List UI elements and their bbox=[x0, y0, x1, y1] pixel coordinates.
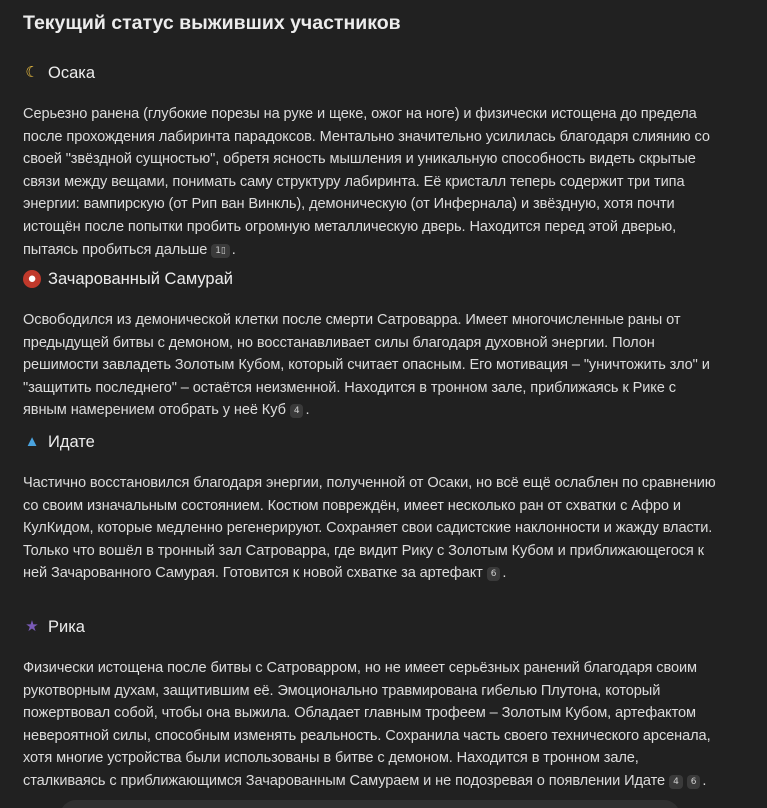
section-heading bbox=[23, 431, 723, 453]
whale-icon: ▲ bbox=[24, 433, 40, 450]
message-input-bar[interactable] bbox=[60, 800, 680, 808]
section-body: Серьезно ранена (глубокие порезы на руке и щеке, ожог на ноге) и физически истощена до предела после прохождения лабиринта парадоксов. Ментально значительно усилилась благодаря слиянию со своей "звёздной сущностью", обретя ясность мышления и уникальную способность видеть скрытые связи между вещами, понимать саму структуру лабиринта. Её кристалл теперь содержит три типа энергии: вампирскую (от Рип ван Винкль), демоническую (от Инфернала) и звёздную, хотя почти истощён после попытки пробить огромную металлическую дверь. Находится перед этой дверью, пытаясь пробиться дальше bbox=[23, 106, 710, 258]
section-text: Освободился из демонической клетки после смерти Сатроварра. Имеет многочисленные раны от предыдущей битвы с демоном, но восстанавливает силы благодаря духовной энергии. Полон решимости завладеть Золотым Кубом, который считает опасным. Его мотивация – "уничтожить зло" и "защитить последнего" – остаётся неизменной. Находится в тронном зале, приближаясь к Рике с явным намерением отобрать у неё Куб 4 . bbox=[23, 312, 710, 419]
section-text: Физически истощена после битвы с Сатроварром, но не имеет серьёзных ранений благодаря своим рукотворным духам, защитившим её. Эмоционально травмирована гибелью Плутона, который пожертвовал собой, чтобы она выжила. Обладает главным трофеем – Золотым Кубом, артефактом невероятной силы, способным изменять реальность. Сохранила часть своего технического арсенала, хотя многие устройства были использованы в битве с демоном. Находится в тронном зале, сталкиваясь с приближающимся Зачарованным Самураем и не подозревая о появлении Идате 4 6 . bbox=[23, 660, 711, 789]
section-text: Серьезно ранена (глубокие порезы на руке и щеке, ожог на ноге) и физически истощена до предела после прохождения лабиринта парадоксов. Ментально значительно усилилась благодаря слиянию со своей "звёздной сущностью", обретя ясность мышления и уникальную способность видеть скрытые связи между вещами, понимать саму структуру лабиринта. Её кристалл теперь содержит три типа энергии: вампирскую (от Рип ван Винкль), демоническую (от Инфернала) и звёздную, хотя почти истощён после попытки пробить огромную металлическую дверь. Находится перед этой дверью, пытаясь пробиться дальше 1▯ . bbox=[23, 106, 710, 258]
mage-icon: ★ bbox=[25, 618, 39, 635]
citation-badge[interactable]: 6 bbox=[487, 567, 501, 581]
section-text: Частично восстановился благодаря энергии, полученной от Осаки, но всё ещё ослаблен по сравнению со своим изначальным состоянием. Костюм повреждён, имеет несколько ран от схватки с Афро и КулКидом, которые медленно регенерируют. Сохраняет свои садистские наклонности и жажду власти. Только что вошёл в тронный зал Сатроварра, где видит Рику с Золотым Кубом и приближающегося к ней Зачарованного Самурая. Готовится к новой схватке за артефакт 6 . bbox=[23, 475, 716, 582]
crescent-moon-icon: ☾ bbox=[25, 64, 39, 81]
citation-badge[interactable]: 6 bbox=[687, 775, 701, 789]
section-rika bbox=[23, 616, 723, 793]
section-body: Освободился из демонической клетки после смерти Сатроварра. Имеет многочисленные раны от предыдущей битвы с демоном, но восстанавливает силы благодаря духовной энергии. Полон решимости завладеть Золотым Кубом, который считает опасным. Его мотивация – "уничтожить зло" и "защитить последнего" – остаётся неизменной. Находится в тронном зале, приближаясь к Рике с явным намерением отобрать у неё Куб bbox=[23, 312, 710, 419]
section-osaka bbox=[23, 62, 723, 261]
section-body: Физически истощена после битвы с Сатроварром, но не имеет серьёзных ранений благодаря своим рукотворным духам, защитившим её. Эмоционально травмирована гибелью Плутона, который пожертвовал собой, чтобы она выжила. Обладает главным трофеем – Золотым Кубом, артефактом невероятной силы, способным изменять реальность. Сохранила часть своего технического арсенала, хотя многие устройства были использованы в битве с демоном. Находится в тронном зале, сталкиваясь с приближающимся Зачарованным Самураем и не подозревая о появлении Идате bbox=[23, 660, 711, 789]
section-heading bbox=[23, 268, 723, 290]
citation-badge[interactable]: 1▯ bbox=[211, 244, 229, 258]
ogre-mask-icon: ● bbox=[23, 270, 41, 288]
section-heading bbox=[23, 62, 723, 84]
section-body: Частично восстановился благодаря энергии, полученной от Осаки, но всё ещё ослаблен по сравнению со своим изначальным состоянием. Костюм повреждён, имеет несколько ран от схватки с Афро и КулКидом, которые медленно регенерируют. Сохраняет свои садистские наклонности и жажду власти. Только что вошёл в тронный зал Сатроварра, где видит Рику с Золотым Кубом и приближающегося к ней Зачарованного Самурая. Готовится к новой схватке за артефакт bbox=[23, 475, 716, 582]
section-title: Осака bbox=[48, 64, 96, 82]
section-idate bbox=[23, 431, 723, 585]
section-samurai bbox=[23, 268, 723, 422]
section-title: Идате bbox=[48, 433, 95, 451]
citation-badge[interactable]: 4 bbox=[290, 404, 304, 418]
page-title: Текущий статус выживших участников bbox=[23, 12, 401, 34]
citation-badge[interactable]: 4 bbox=[669, 775, 683, 789]
section-heading bbox=[23, 616, 723, 638]
section-title: Рика bbox=[48, 618, 85, 636]
section-title: Зачарованный Самурай bbox=[48, 270, 233, 288]
